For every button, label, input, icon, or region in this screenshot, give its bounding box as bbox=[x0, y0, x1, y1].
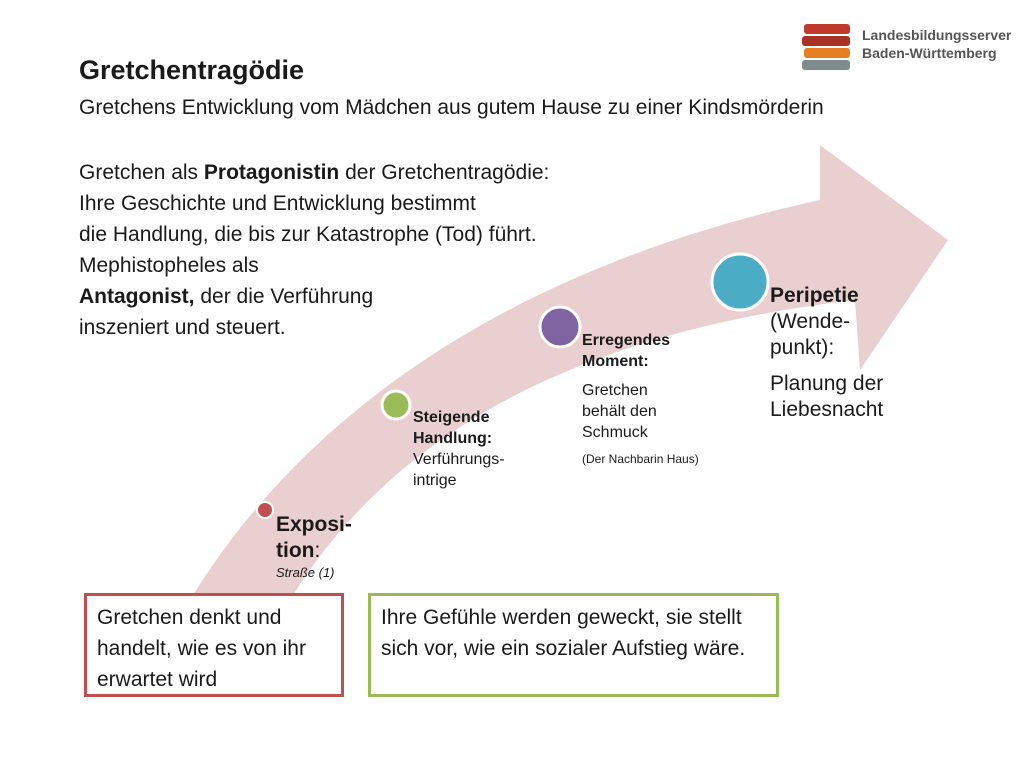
stage-4-detail-2: Liebesnacht bbox=[770, 398, 884, 421]
stage-4-head-3: punkt): bbox=[770, 336, 835, 359]
gretchen-feelings-box: Ihre Gefühle werden geweckt, sie stellt sich vor, wie ein sozialer Aufstieg wäre. bbox=[368, 593, 779, 697]
protagonist-term: Protagonistin bbox=[203, 161, 340, 184]
page-title: Gretchentragödie bbox=[79, 55, 305, 85]
intro-line-5-post: der die Verführung bbox=[194, 285, 374, 308]
stage-exposition-head-2: tion bbox=[276, 539, 315, 562]
stage-4-head-1: Peripetie bbox=[770, 284, 859, 307]
stage-3-head-2: Moment: bbox=[582, 353, 649, 370]
stage-exposition bbox=[276, 512, 352, 582]
page-subtitle: Gretchens Entwicklung vom Mädchen aus gutem Hause zu einer Kindsmörderin bbox=[79, 96, 824, 119]
logo-line-2: Baden-Württemberg bbox=[862, 45, 997, 61]
stage-3-detail-2: behält den bbox=[582, 403, 657, 420]
stage-exposition-detail: Straße (1) bbox=[276, 565, 335, 580]
stage-3-detail-3: Schmuck bbox=[582, 424, 648, 441]
stage-dot-steigende-handlung bbox=[382, 391, 410, 419]
stage-2-detail-2: intrige bbox=[413, 472, 457, 489]
stage-4-head-2: (Wende- bbox=[770, 310, 851, 333]
books-logo-icon bbox=[800, 18, 860, 73]
stage-dot-peripetie bbox=[712, 254, 768, 310]
stage-exposition-sep: : bbox=[314, 539, 321, 562]
antagonist-term: Antagonist, bbox=[79, 285, 195, 308]
stage-4-detail-1: Planung der bbox=[770, 372, 884, 395]
intro-line-2: Ihre Geschichte und Entwicklung bestimmt bbox=[79, 192, 476, 215]
intro-line-6: inszeniert und steuert. bbox=[79, 316, 286, 339]
intro-line-4: Mephistopheles als bbox=[79, 254, 259, 277]
intro-line-1-post: der Gretchentragödie: bbox=[339, 161, 550, 184]
stage-3-note: (Der Nachbarin Haus) bbox=[582, 452, 699, 466]
stage-dot-exposition bbox=[257, 502, 273, 518]
intro-text bbox=[79, 157, 639, 343]
intro-line-5 bbox=[79, 281, 639, 312]
stage-3-detail-1: Gretchen bbox=[582, 382, 648, 399]
logo-text bbox=[862, 26, 1011, 62]
logo-line-1: Landesbildungsserver bbox=[862, 27, 1012, 43]
stage-2-detail-1: Verführungs- bbox=[413, 451, 505, 468]
gretchen-conform-box: Gretchen denkt und handelt, wie es von ihr erwartet wird bbox=[84, 593, 344, 697]
stage-erregendes-moment bbox=[582, 330, 699, 470]
stage-3-head-1: Erregendes bbox=[582, 332, 671, 349]
stage-exposition-head-2-line bbox=[276, 538, 352, 564]
stage-2-head-1: Steigende bbox=[413, 409, 490, 426]
intro-line-3: die Handlung, die bis zur Katastrophe (Tod) führt. bbox=[79, 223, 537, 246]
stage-exposition-head-1: Exposi- bbox=[276, 513, 352, 536]
stage-steigende-handlung bbox=[413, 407, 505, 491]
stage-peripetie bbox=[770, 283, 883, 423]
intro-line-1-pre: Gretchen als bbox=[79, 161, 204, 184]
stage-2-head-2: Handlung: bbox=[413, 430, 493, 447]
intro-line-1 bbox=[79, 157, 639, 188]
